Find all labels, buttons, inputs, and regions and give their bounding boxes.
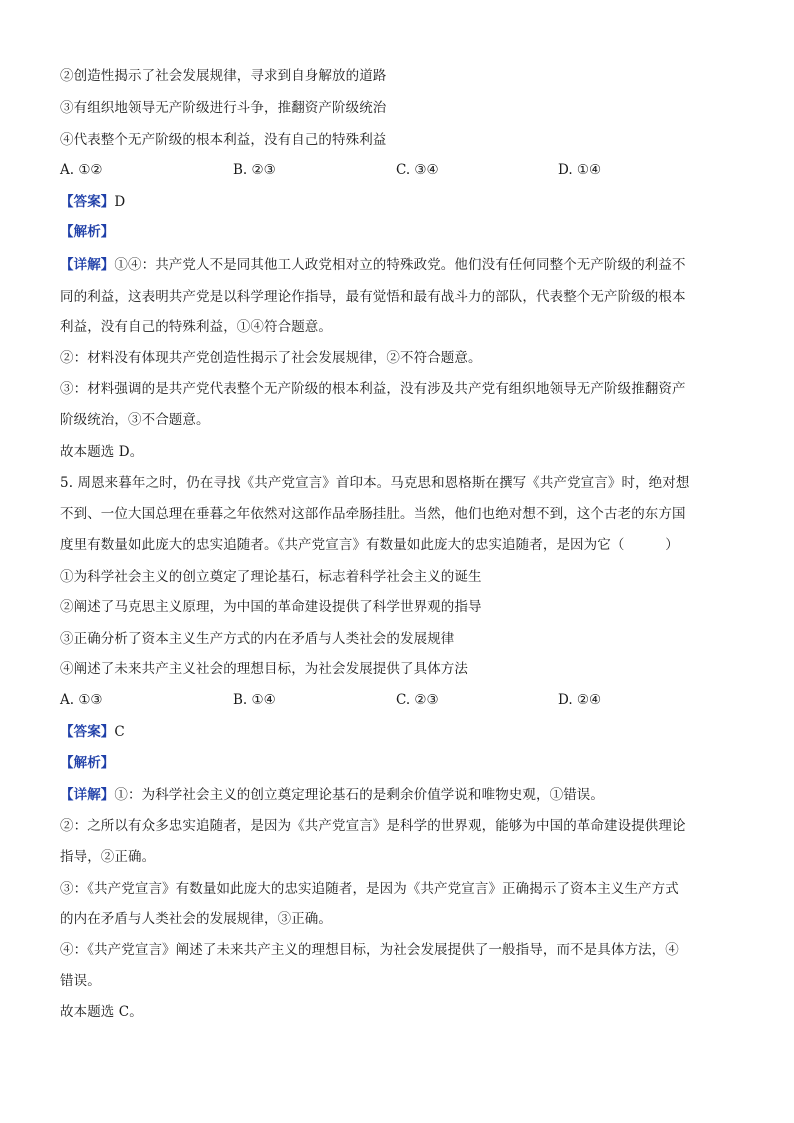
q5-explanation-line: ④：《共产党宣言》阐述了未来共产主义的理想目标，为社会发展提供了一般指导，而不是具体方法，④ (60, 942, 679, 958)
q5-option-b: B. ①④ (233, 692, 276, 708)
q5-explanation-line: 错误。 (60, 973, 101, 989)
q5-option-a: A. ①③ (60, 692, 103, 708)
detail-tag: 【详解】 (60, 257, 115, 273)
q5-statement-2: ②阐述了马克思主义原理，为中国的革命建设提供了科学世界观的指导 (60, 599, 482, 615)
q4-option-a: A. ①② (60, 162, 103, 178)
q5-explanation-line: 指导，②正确。 (60, 849, 156, 865)
q5-explanation-line: ②：之所以有众多忠实追随者，是因为《共产党宣言》是科学的世界观，能够为中国的革命建设提供理论 (60, 818, 686, 834)
q5-answer (60, 723, 740, 741)
q4-explanation-line: 阶级统治，③不合题意。 (60, 412, 210, 428)
q5-stem-line: 不到、一位大国总理在垂暮之年依然对这部作品牵肠挂肚。当然，他们也绝对想不到，这个古老的东方国 (60, 506, 686, 522)
q4-explanation-line: ②：材料没有体现共产党创造性揭示了社会发展规律，②不符合题意。 (60, 350, 482, 366)
analysis-tag: 【解析】 (60, 755, 115, 771)
q5-conclusion: 故本题选 C。 (60, 1004, 143, 1020)
answer-value: C (114, 724, 125, 740)
q5-statement-3: ③正确分析了资本主义生产方式的内在矛盾与人类社会的发展规律 (60, 631, 455, 647)
answer-tag: 【答案】 (60, 724, 115, 740)
q4-option-c: C. ③④ (396, 162, 439, 178)
q5-option-c: C. ②③ (396, 692, 439, 708)
q4-option-b: B. ②③ (233, 162, 276, 178)
q5-analysis-heading (60, 754, 740, 772)
q4-conclusion: 故本题选 D。 (60, 444, 144, 460)
detail-tag: 【详解】 (60, 787, 115, 803)
q4-statement-2: ②创造性揭示了社会发展规律，寻求到自身解放的道路 (60, 68, 387, 84)
answer-tag: 【答案】 (60, 194, 115, 210)
q5-stem-line: 度里有数量如此庞大的忠实追随者。《共产党宣言》有数量如此庞大的忠实追随者，是因为它（ ） (60, 537, 679, 553)
q5-explanation-line: 的内在矛盾与人类社会的发展规律，③正确。 (60, 911, 332, 927)
q4-explanation-line: ③：材料强调的是共产党代表整个无产阶级的根本利益，没有涉及共产党有组织地领导无产阶级推翻资产 (60, 381, 686, 397)
q5-statement-1: ①为科学社会主义的创立奠定了理论基石，标志着科学社会主义的诞生 (60, 569, 482, 585)
analysis-tag: 【解析】 (60, 224, 115, 240)
q5-explanation-line: 【详解】①：为科学社会主义的创立奠定理论基石的是剩余价值学说和唯物史观，①错误。 (60, 787, 605, 803)
q5-stem-line: 5. 周恩来暮年之时，仍在寻找《共产党宣言》首印本。马克思和恩格斯在撰写《共产党宣言》时，绝对想 (60, 475, 690, 491)
q4-explanation-line: 利益，没有自己的特殊利益，①④符合题意。 (60, 319, 332, 335)
q5-explanation-line: ③：《共产党宣言》有数量如此庞大的忠实追随者，是因为《共产党宣言》正确揭示了资本主义生产方式 (60, 881, 679, 897)
q4-explanation-line: 同的利益，这表明共产党是以科学理论作指导，最有觉悟和最有战斗力的部队，代表整个无产阶级的根本 (60, 289, 686, 305)
q4-answer (60, 193, 740, 211)
q4-option-d: D. ①④ (558, 162, 602, 178)
q4-statement-4: ④代表整个无产阶级的根本利益，没有自己的特殊利益 (60, 132, 387, 148)
answer-value: D (114, 194, 126, 210)
q4-statement-3: ③有组织地领导无产阶级进行斗争，推翻资产阶级统治 (60, 100, 387, 116)
q4-analysis-heading (60, 223, 740, 241)
q5-statement-4: ④阐述了未来共产主义社会的理想目标，为社会发展提供了具体方法 (60, 661, 468, 677)
q4-explanation-line: 【详解】①④：共产党人不是同其他工人政党相对立的特殊政党。他们没有任何同整个无产阶级的利益不 (60, 257, 686, 273)
q5-option-d: D. ②④ (558, 692, 602, 708)
